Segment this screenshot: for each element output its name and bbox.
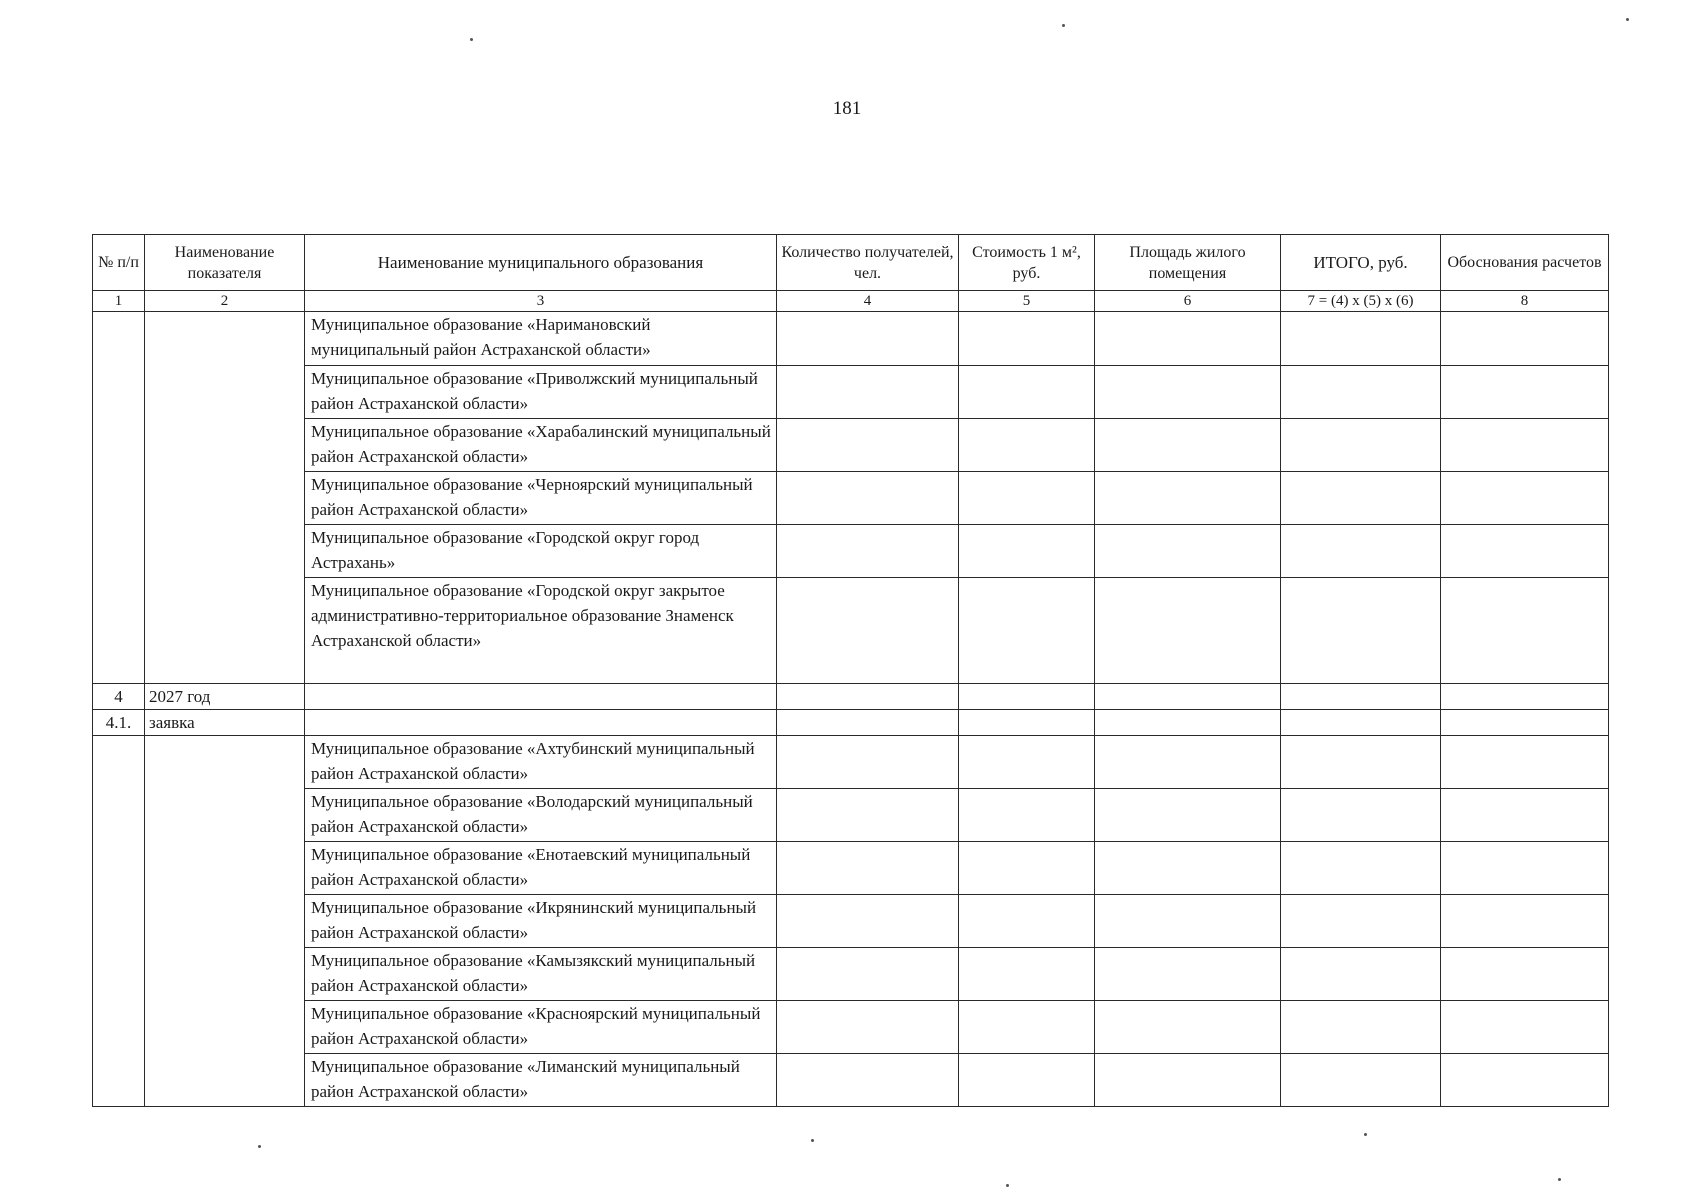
header-basis: Обоснования расчетов [1441,235,1609,291]
scan-speck [811,1139,814,1142]
table-row [93,1001,1609,1054]
row-number: 4.1. [93,710,145,736]
table-row [93,895,1609,948]
municipality-name: Муниципальное образование «Городской округ закрытое административно-территориальное образование Знаменск Астраханской области» [305,578,777,684]
header-row [93,235,1609,291]
table-row [93,789,1609,842]
municipality-name: Муниципальное образование «Камызякский муниципальный район Астраханской области» [305,948,777,1001]
municipality-name: Муниципальное образование «Енотаевский муниципальный район Астраханской области» [305,842,777,895]
header-cost: Стоимость 1 м², руб. [959,235,1095,291]
table-row [93,842,1609,895]
column-index: 4 [777,291,959,312]
municipality-name: Муниципальное образование «Приволжский муниципальный район Астраханской области» [305,366,777,419]
column-index: 8 [1441,291,1609,312]
column-index: 3 [305,291,777,312]
column-index-row [93,291,1609,312]
page-number: 181 [832,98,862,119]
municipality-name: Муниципальное образование «Городской округ город Астрахань» [305,525,777,578]
column-index: 2 [145,291,305,312]
table-row [93,525,1609,578]
empty-cell [93,736,145,1107]
column-index: 7 = (4) x (5) x (6) [1281,291,1441,312]
table-row [93,419,1609,472]
scan-speck [258,1145,261,1148]
empty-cell [93,312,145,684]
header-num: № п/п [93,235,145,291]
header-total: ИТОГО, руб. [1281,235,1441,291]
municipality-name: Муниципальное образование «Харабалинский муниципальный район Астраханской области» [305,419,777,472]
municipality-name: Муниципальное образование «Ахтубинский муниципальный район Астраханской области» [305,736,777,789]
request-row [93,710,1609,736]
header-indicator: Наименование показателя [145,235,305,291]
table-row [93,366,1609,419]
scan-speck [1558,1178,1561,1181]
column-index: 5 [959,291,1095,312]
budget-table [92,234,1609,1107]
row-label: заявка [145,710,305,736]
table-row [93,472,1609,525]
column-index: 1 [93,291,145,312]
scan-speck [1364,1133,1367,1136]
municipality-name: Муниципальное образование «Лиманский муниципальный район Астраханской области» [305,1054,777,1107]
empty-cell [145,736,305,1107]
scan-speck [1062,24,1065,27]
table-row [93,736,1609,789]
scan-speck [470,38,473,41]
municipality-name: Муниципальное образование «Черноярский муниципальный район Астраханской области» [305,472,777,525]
municipality-name: Муниципальное образование «Красноярский муниципальный район Астраханской области» [305,1001,777,1054]
header-municipality: Наименование муниципального образования [305,235,777,291]
municipality-name: Муниципальное образование «Икрянинский муниципальный район Астраханской области» [305,895,777,948]
empty-cell [145,312,305,684]
table-row [93,1054,1609,1107]
row-number: 4 [93,684,145,710]
municipality-name: Муниципальное образование «Наримановский муниципальный район Астраханской области» [305,312,777,366]
header-recipients: Количество получателей, чел. [777,235,959,291]
municipality-name: Муниципальное образование «Володарский муниципальный район Астраханской области» [305,789,777,842]
column-index: 6 [1095,291,1281,312]
table-row [93,578,1609,684]
scan-speck [1006,1184,1009,1187]
year-row [93,684,1609,710]
header-area: Площадь жилого помещения [1095,235,1281,291]
row-label: 2027 год [145,684,305,710]
table-row [93,312,1609,366]
table-row [93,948,1609,1001]
scan-speck [1626,18,1629,21]
